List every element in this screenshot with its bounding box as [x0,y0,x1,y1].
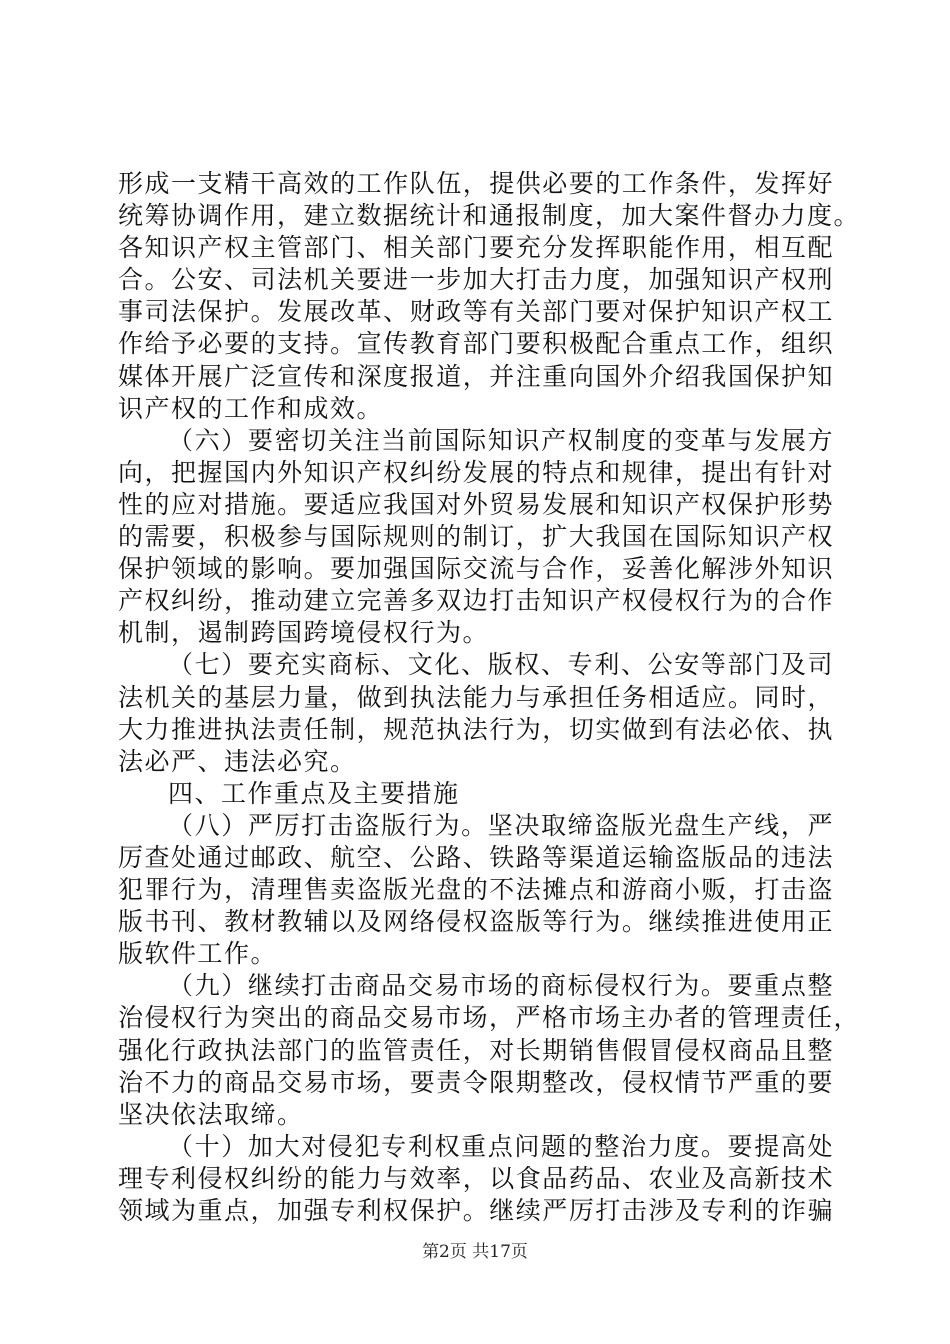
text-line: 媒体开展广泛宣传和深度报道，并注重向国外介绍我国保护知 [118,361,834,391]
page-footer: 第2页 共17页 [422,1242,528,1262]
text-line: （八）严厉打击盗版行为。坚决取缔盗版光盘生产线，严 [168,810,834,840]
text-line: 治侵权行为突出的商品交易市场，严格市场主办者的管理责任， [118,1003,861,1033]
text-line: （六）要密切关注当前国际知识产权制度的变革与发展方 [168,425,834,455]
text-line: （九）继续打击商品交易市场的商标侵权行为。要重点整 [168,971,834,1001]
text-line: 版软件工作。 [118,939,278,969]
text-line: 各知识产权主管部门、相关部门要充分发挥职能作用，相互配 [118,233,834,263]
text-line: 领域为重点，加强专利权保护。继续严厉打击涉及专利的诈骗 [118,1196,834,1225]
text-line: （七）要充实商标、文化、版权、专利、公安等部门及司 [168,650,834,680]
text-line: 大力推进执法责任制，规范执法行为，切实做到有法必依、执 [118,714,834,744]
text-line: 向，把握国内外知识产权纠纷发展的特点和规律，提出有针对 [118,457,834,487]
text-line: 强化行政执法部门的监管责任，对长期销售假冒侵权商品且整 [118,1035,834,1065]
text-line: 事司法保护。发展改革、财政等有关部门要对保护知识产权工 [118,297,834,327]
text-line: 治不力的商品交易市场，要责令限期整改，侵权情节严重的要 [118,1067,834,1097]
text-line: （十）加大对侵犯专利权重点问题的整治力度。要提高处 [168,1131,834,1161]
text-line: 性的应对措施。要适应我国对外贸易发展和知识产权保护形势 [118,489,834,519]
text-line: 形成一支精干高效的工作队伍，提供必要的工作条件，发挥好 [118,169,834,198]
text-line: 统筹协调作用，建立数据统计和通报制度，加大案件督办力度。 [118,201,861,231]
text-line: 法必严、违法必究。 [118,746,357,776]
text-line: 保护领域的影响。要加强国际交流与合作，妥善化解涉外知识 [118,554,834,584]
text-line: 作给予必要的支持。宣传教育部门要积极配合重点工作，组织 [118,329,834,359]
text-line: 版书刊、教材教辅以及网络侵权盗版等行为。继续推进使用正 [118,907,834,937]
document-body [118,168,861,1227]
text-line: 产权纠纷，推动建立完善多双边打击知识产权侵权行为的合作 [118,586,834,616]
text-line: 坚决依法取缔。 [118,1099,304,1129]
text-line: 的需要，积极参与国际规则的制订，扩大我国在国际知识产权 [118,522,834,552]
text-line: 机制，遏制跨国跨境侵权行为。 [118,618,490,648]
text-line: 厉查处通过邮政、航空、公路、铁路等渠道运输盗版品的违法 [118,842,834,872]
section-heading: 四、工作重点及主要措施 [168,778,460,808]
text-line: 犯罪行为，清理售卖盗版光盘的不法摊点和游商小贩，打击盗 [118,875,834,905]
text-line: 理专利侵权纠纷的能力与效率，以食品药品、农业及高新技术 [118,1163,834,1193]
text-line: 合。公安、司法机关要进一步加大打击力度，加强知识产权刑 [118,265,834,295]
text-line: 识产权的工作和成效。 [118,393,384,423]
text-line: 法机关的基层力量，做到执法能力与承担任务相适应。同时， [118,682,834,712]
